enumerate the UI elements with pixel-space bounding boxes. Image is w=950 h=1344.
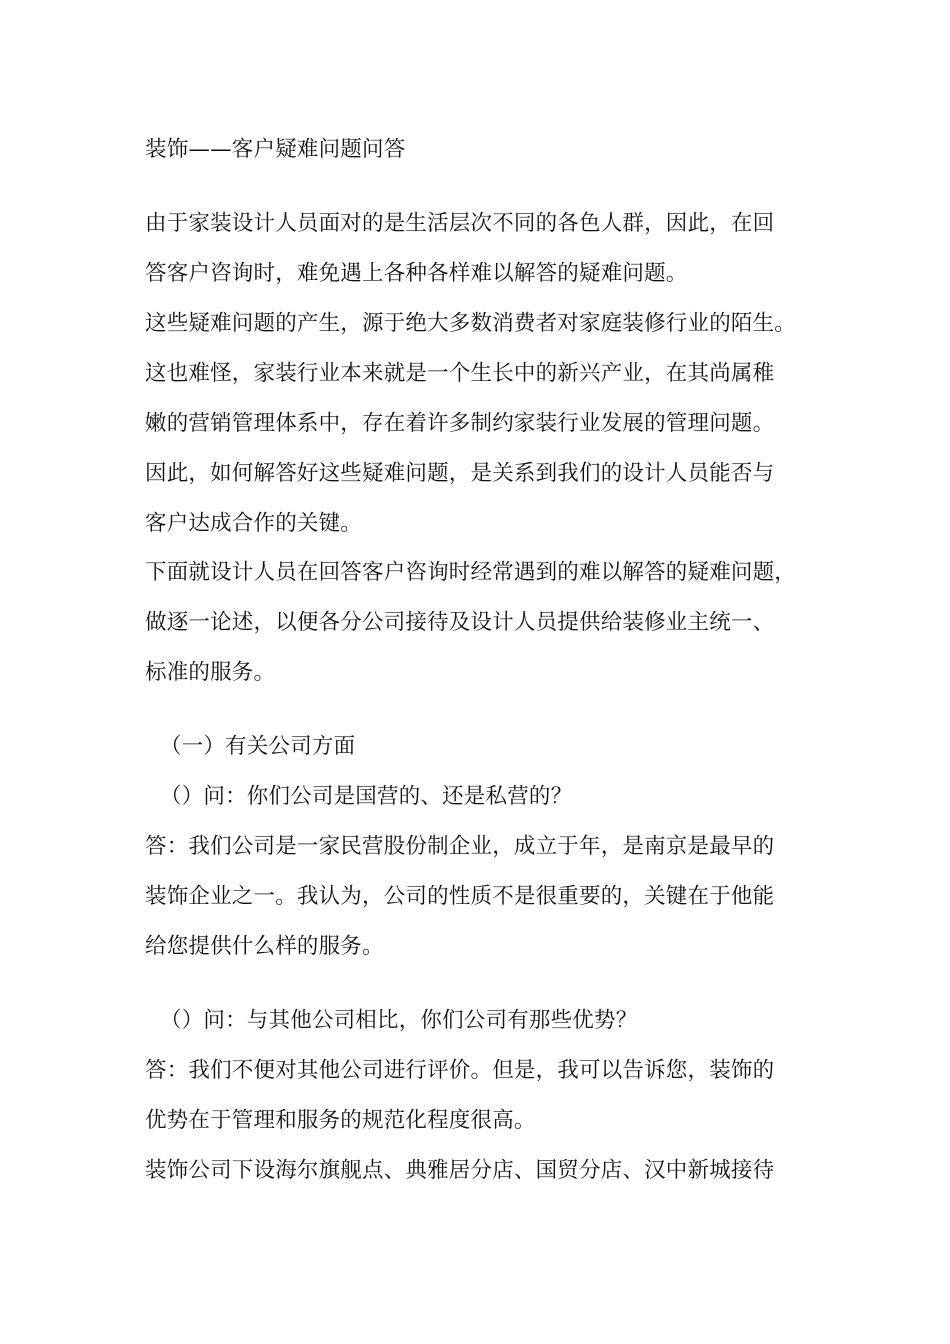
section-heading: （一）有关公司方面	[160, 734, 356, 759]
intro-line: 标准的服务。	[145, 660, 276, 685]
question-1: （）问：你们公司是国营的、还是私营的？	[160, 784, 573, 809]
answer-1-line: 答：我们公司是一家民营股份制企业，成立于年，是南京是最早的	[145, 834, 775, 859]
intro-line: 答客户咨询时，难免遇上各种各样难以解答的疑难问题。	[145, 261, 688, 286]
answer-2-line: 优势在于管理和服务的规范化程度很高。	[145, 1108, 536, 1133]
document-title: 装饰——客户疑难问题问答	[145, 137, 406, 162]
answer-2-line: 装饰公司下设海尔旗舰点、典雅居分店、国贸分店、汉中新城接待	[145, 1158, 775, 1183]
answer-1-line: 给您提供什么样的服务。	[145, 934, 384, 959]
intro-line: 这些疑难问题的产生，源于绝大多数消费者对家庭装修行业的陌生。	[145, 311, 797, 336]
intro-line: 做逐一论述，以便各分公司接待及设计人员提供给装修业主统一、	[145, 610, 775, 635]
answer-2-line: 答：我们不便对其他公司进行评价。但是，我可以告诉您，装饰的	[145, 1058, 775, 1083]
intro-line: 客户达成合作的关键。	[145, 511, 363, 536]
intro-line: 这也难怪，家装行业本来就是一个生长中的新兴产业，在其尚属稚	[145, 361, 775, 386]
intro-line: 下面就设计人员在回答客户咨询时经常遇到的难以解答的疑难问题，	[145, 560, 797, 585]
intro-line: 因此，如何解答好这些疑难问题，是关系到我们的设计人员能否与	[145, 461, 775, 486]
intro-line: 嫩的营销管理体系中，存在着许多制约家装行业发展的管理问题。	[145, 411, 775, 436]
intro-line: 由于家装设计人员面对的是生活层次不同的各色人群，因此，在回	[145, 211, 775, 236]
question-2: （）问：与其他公司相比，你们公司有那些优势？	[160, 1008, 638, 1033]
answer-1-line: 装饰企业之一。我认为，公司的性质不是很重要的，关键在于他能	[145, 884, 775, 909]
